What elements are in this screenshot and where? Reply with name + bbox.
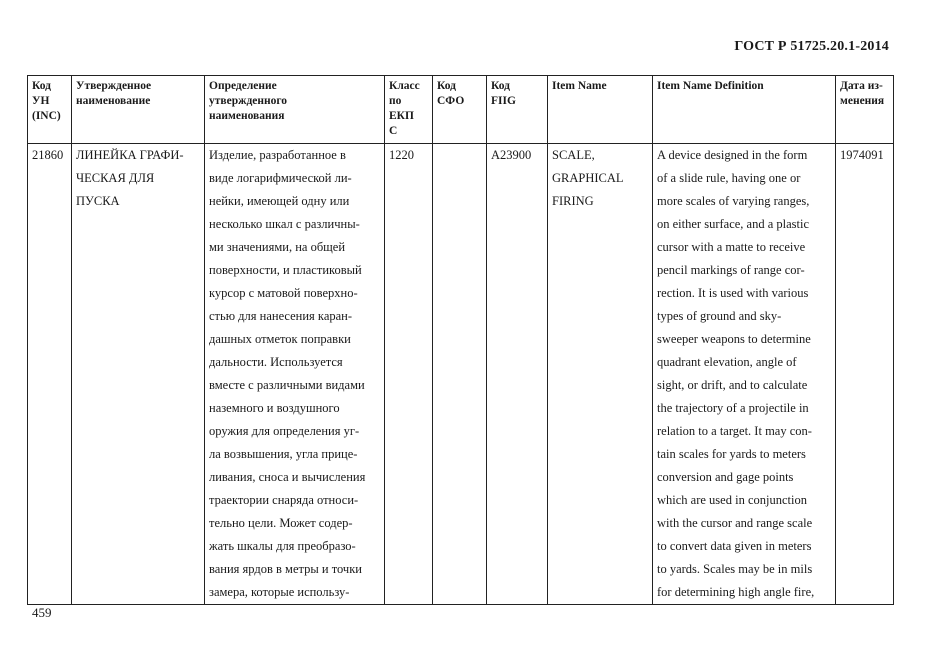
header-change-date: Дата из- менения <box>836 76 894 144</box>
header-sfo-code: Код СФО <box>433 76 487 144</box>
cell-item-name: SCALE, GRAPHICAL FIRING <box>548 144 653 605</box>
header-approved-name: Утвержденное наименование <box>72 76 205 144</box>
header-item-name-definition: Item Name Definition <box>653 76 836 144</box>
header-item-name: Item Name <box>548 76 653 144</box>
cell-change-date: 1974091 <box>836 144 894 605</box>
header-ekps-class: Класс по ЕКП С <box>385 76 433 144</box>
header-definition-ru: Определение утвержденного наименования <box>205 76 385 144</box>
cell-fiig-code: A23900 <box>487 144 548 605</box>
cell-approved-name: ЛИНЕЙКА ГРАФИ- ЧЕСКАЯ ДЛЯ ПУСКА <box>72 144 205 605</box>
cell-definition-en: A device designed in the form of a slide rule, having one or more scales of varying ranges, on either surface, and a plastic cursor with a matte to receive pencil markings of range cor- rection. It is used with various types of ground and sky- sweeper weapons to determine quadrant elevation, angle of sight, or drift, and to calculate the trajectory of a projectile in relation to a target. It may con- tain scales for yards to meters conversion and gage points which are used in conjunction with the cursor and range scale to convert data given in meters to yards. Scales may be in mils for determining high angle fire, <box>653 144 836 605</box>
header-fiig-code: Код FIIG <box>487 76 548 144</box>
cell-sfo-code <box>433 144 487 605</box>
catalog-table <box>27 75 894 605</box>
document-code: ГОСТ Р 51725.20.1-2014 <box>734 39 889 54</box>
table-header-row <box>28 76 894 144</box>
header-inc: Код УН (INC) <box>28 76 72 144</box>
cell-inc: 21860 <box>28 144 72 605</box>
page-number: 459 <box>32 605 52 620</box>
cell-ekps-class: 1220 <box>385 144 433 605</box>
table-row <box>28 144 894 605</box>
cell-definition-ru: Изделие, разработанное в виде логарифмической ли- нейки, имеющей одну или несколько шкал с различны- ми значениями, на общей поверхности, и пластиковый курсор с матовой поверхно- стью для нанесения каран- дашных отметок поправки дальности. Используется вместе с различными видами наземного и воздушного оружия для определения уг- ла возвышения, угла прице- ливания, сноса и вычисления траектории снаряда относи- тельно цели. Может содер- жать шкалы для преобразо- вания ярдов в метры и точки замера, которые использу- <box>205 144 385 605</box>
